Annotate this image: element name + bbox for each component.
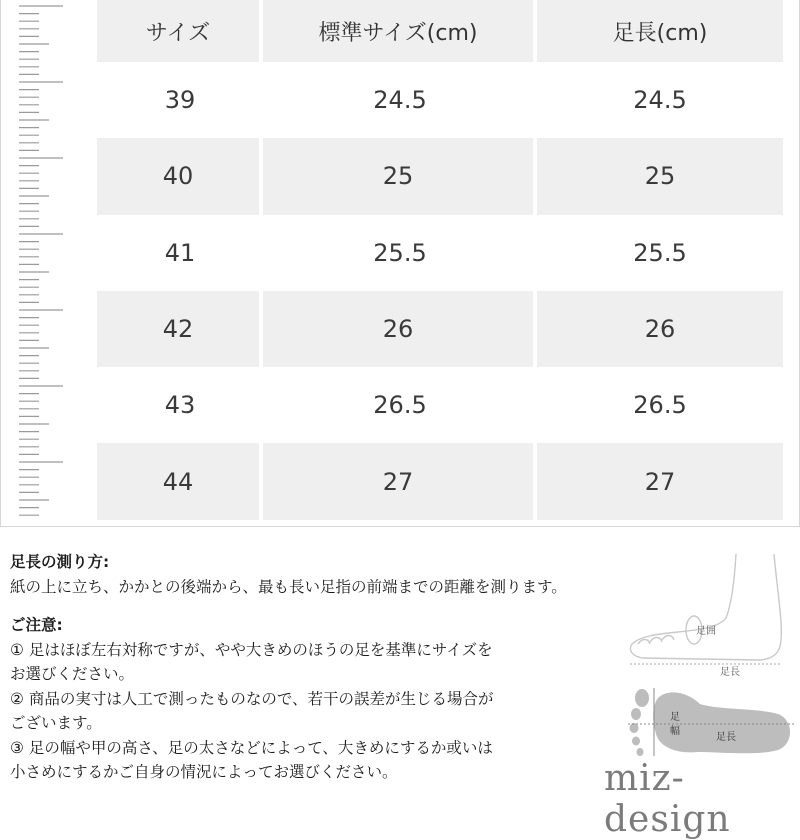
caution-line: お選びください。 [10,665,135,683]
cell-standard-size: 26 [263,291,537,367]
cell-size: 39 [164,86,196,115]
label-length-sole: 足長 [716,732,736,743]
measurement-notes [10,550,630,785]
cell-size: 44 [97,443,263,519]
cell-foot-length: 26 [537,291,783,367]
cell-foot-length: 26.5 [633,391,687,420]
cell-size: 40 [97,138,263,214]
cell-standard-size: 25.5 [373,238,427,267]
caution-line: 小さめにするかご自身の情況によってお選びください。 [10,763,398,781]
cell-size: 41 [164,238,196,267]
cell-standard-size: 26.5 [373,391,427,420]
cell-size: 43 [164,391,196,420]
label-width-2: 幅 [670,726,680,737]
cell-foot-length: 27 [537,443,783,519]
cell-standard-size: 27 [263,443,537,519]
table-row [97,291,783,367]
cell-foot-length: 25.5 [633,238,687,267]
header-foot-length: 足長(cm) [537,0,783,62]
label-width-char: 足 [670,712,680,723]
foot-diagram [618,548,800,758]
table-row [97,443,783,519]
label-width [670,711,680,723]
caution-line: ① 足はほぼ左右対称ですが、やや大きめのほうの足を基準にサイズを [10,640,493,659]
table-row [97,367,783,443]
header-size: サイズ [97,0,263,62]
foot-illustration [618,548,800,758]
ruler-graphic [19,0,71,520]
measure-title: 足長の測り方: [10,553,110,571]
size-table [97,0,783,520]
foot-side-view [630,554,781,660]
measure-text: 紙の上に立ち、かかとの後端から、最も長い足指の前端までの距離を測ります。 [10,577,567,596]
caution-line: ③ 足の幅や甲の高さ、足の太さなどによって、大きめにするか或いは [10,738,493,757]
cell-foot-length: 25 [537,138,783,214]
table-row [97,138,783,214]
caution-line: ございます。 [10,714,102,732]
table-row [97,215,783,291]
caution-line: ② 商品の実寸は人工で測ったものなので、若干の誤差が生じる場合が [10,689,494,708]
caution-title: ご注意: [10,616,63,634]
cell-standard-size: 25 [263,138,537,214]
ruler-ticks [19,0,71,520]
cell-foot-length: 24.5 [633,86,687,115]
cell-standard-size: 24.5 [373,86,427,115]
table-header-row [97,0,783,62]
header-standard-size: 標準サイズ(cm) [263,0,537,62]
label-girth: 足囲 [696,626,716,637]
label-length-side: 足長 [720,667,740,678]
table-row [97,62,783,138]
cell-size: 42 [97,291,263,367]
watermark: miz-design [604,758,731,840]
